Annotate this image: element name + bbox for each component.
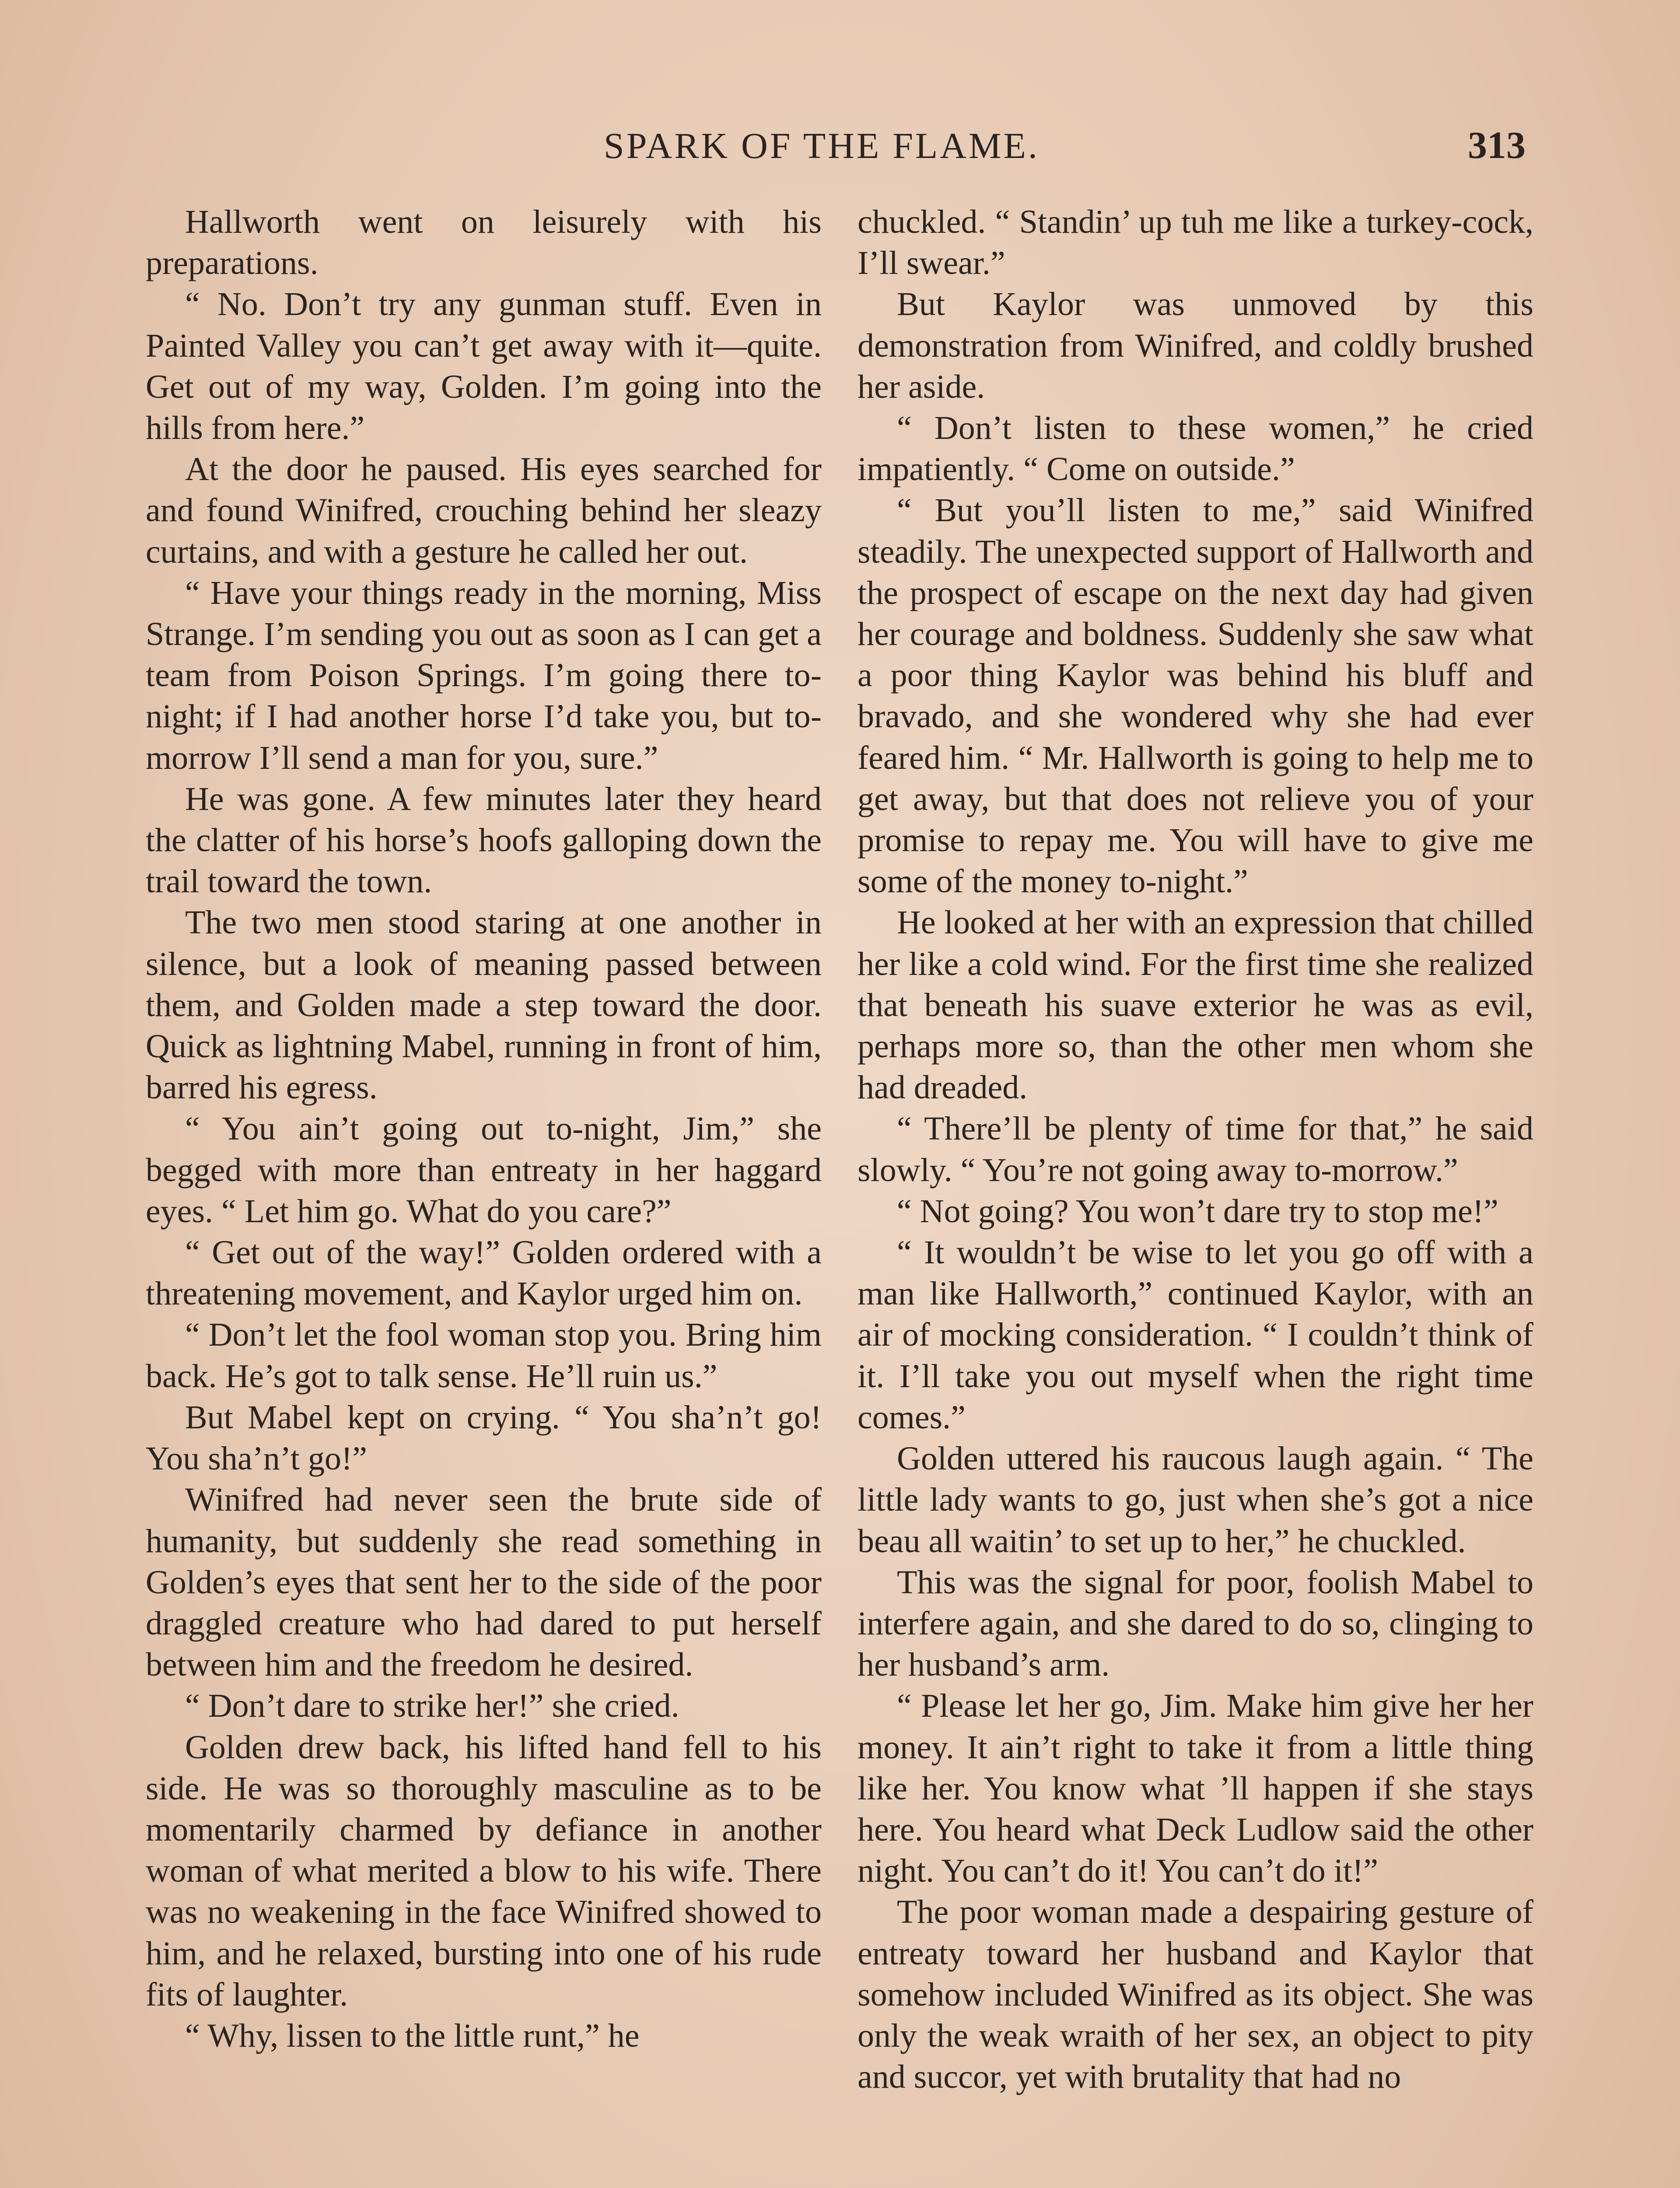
paragraph: “ Don’t dare to strike her!” she cried. [185, 1687, 679, 1725]
paragraph: “ Not going? You won’t dare try to stop me!” [897, 1192, 1498, 1230]
paragraph: “ But you’ll listen to me,” said Winifred steadily. The unexpected support of Hallworth and the prospect of escape on the next day had given her courage and boldness. Suddenly she saw what a poor thing Kaylor was behind his bluff and bravado, and she wondered why she had ever feared him. “ Mr. Hallworth is going to help me to get away, but that does not relieve you of your promise to repay me. You will have to give me some of the money to-night.” [858, 492, 1533, 900]
paragraph: He was gone. A few minutes later they heard the clatter of his horse’s hoofs galloping down the trail toward the town. [146, 780, 822, 900]
paragraph: “ Please let her go, Jim. Make him give her her money. It ain’t right to take it from a little thing like her. You know what ’ll happen if she stays here. You heard what Deck Ludlow said the other night. You can’t do it! You can’t do it!” [858, 1687, 1533, 1890]
paragraph: “ Why, lissen to the little runt,” he [185, 2017, 640, 2054]
paragraph: Winifred had never seen the brute side of humanity, but suddenly she read something in Golden’s eyes that sent her to the side of the poor draggled creature who had dared to put herself between him and the freedom he desired. [146, 1481, 822, 1683]
paragraph: “ There’ll be plenty of time for that,” he said slowly. “ You’re not going away to-morrow.” [858, 1110, 1533, 1189]
paragraph: But Mabel kept on crying. “ You sha’n’t go! You sha’n’t go!” [146, 1399, 822, 1477]
paragraph: This was the signal for poor, foolish Mabel to interfere again, and she dared to do so, clinging to her husband’s arm. [858, 1564, 1533, 1683]
paragraph: “ Have your things ready in the morning, Miss Strange. I’m sending you out as soon as I can get a team from Poison Springs. I’m going there to-night; if I had another horse I’d take you, but to-morrow I’ll send a man for you, sure.” [146, 574, 822, 776]
paragraph: Golden uttered his raucous laugh again. “ The little lady wants to go, just when she’s got a nice beau all waitin’ to set up to her,” he chuckled. [858, 1440, 1533, 1560]
paragraph: “ Get out of the way!” Golden ordered with a threatening movement, and Kaylor urged him on. [146, 1234, 822, 1312]
paragraph: “ You ain’t going out to-night, Jim,” she begged with more than entreaty in her haggard eyes. “ Let him go. What do you care?” [146, 1110, 822, 1230]
paragraph: But Kaylor was unmoved by this demonstration from Winifred, and coldly brushed her aside. [858, 286, 1533, 405]
paragraph: He looked at her with an expression that chilled her like a cold wind. For the first time she realized that beneath his suave exterior he was as evil, perhaps more so, than the other men whom she had dreaded. [858, 904, 1533, 1106]
paragraph: Golden drew back, his lifted hand fell to his side. He was so thoroughly masculine as to be momentarily charmed by defiance in another woman of what merited a blow to his wife. There was no weakening in the face Winifred showed to him, and he relaxed, bursting into one of his rude fits of laughter. [146, 1729, 822, 2013]
left-text-column [146, 201, 822, 2056]
paragraph-continuation: chuckled. “ Standin’ up tuh me like a turkey-cock, I’ll swear.” [858, 203, 1533, 282]
paragraph: “ Don’t listen to these women,” he cried impatiently. “ Come on outside.” [858, 410, 1533, 488]
paragraph: At the door he paused. His eyes searched for and found Winifred, crouching behind her sleazy curtains, and with a gesture he called her out. [146, 451, 822, 570]
paragraph: “ Don’t let the fool woman stop you. Bring him back. He’s got to talk sense. He’ll ruin us.” [146, 1316, 822, 1395]
right-text-column [858, 201, 1533, 2097]
paragraph: Hallworth went on leisurely with his preparations. [146, 203, 822, 282]
paragraph: The two men stood staring at one another in silence, but a look of meaning passed between them, and Golden made a step toward the door. Quick as lightning Mabel, running in front of him, barred his egress. [146, 904, 822, 1106]
paragraph: “ No. Don’t try any gunman stuff. Even in Painted Valley you can’t get away with it—quite. Get out of my way, Golden. I’m going into the hills from here.” [146, 286, 822, 447]
page-number: 313 [1468, 124, 1526, 167]
paragraph: The poor woman made a despairing gesture of entreaty toward her husband and Kaylor that somehow included Winifred as its object. She was only the weak wraith of her sex, an object to pity and succor, yet with brutality that had no [858, 1893, 1533, 2096]
paragraph: “ It wouldn’t be wise to let you go off with a man like Hallworth,” continued Kaylor, with an air of mocking consideration. “ I couldn’t think of it. I’ll take you out myself when the right time comes.” [858, 1234, 1533, 1436]
running-head: SPARK OF THE FLAME. [604, 126, 1040, 166]
